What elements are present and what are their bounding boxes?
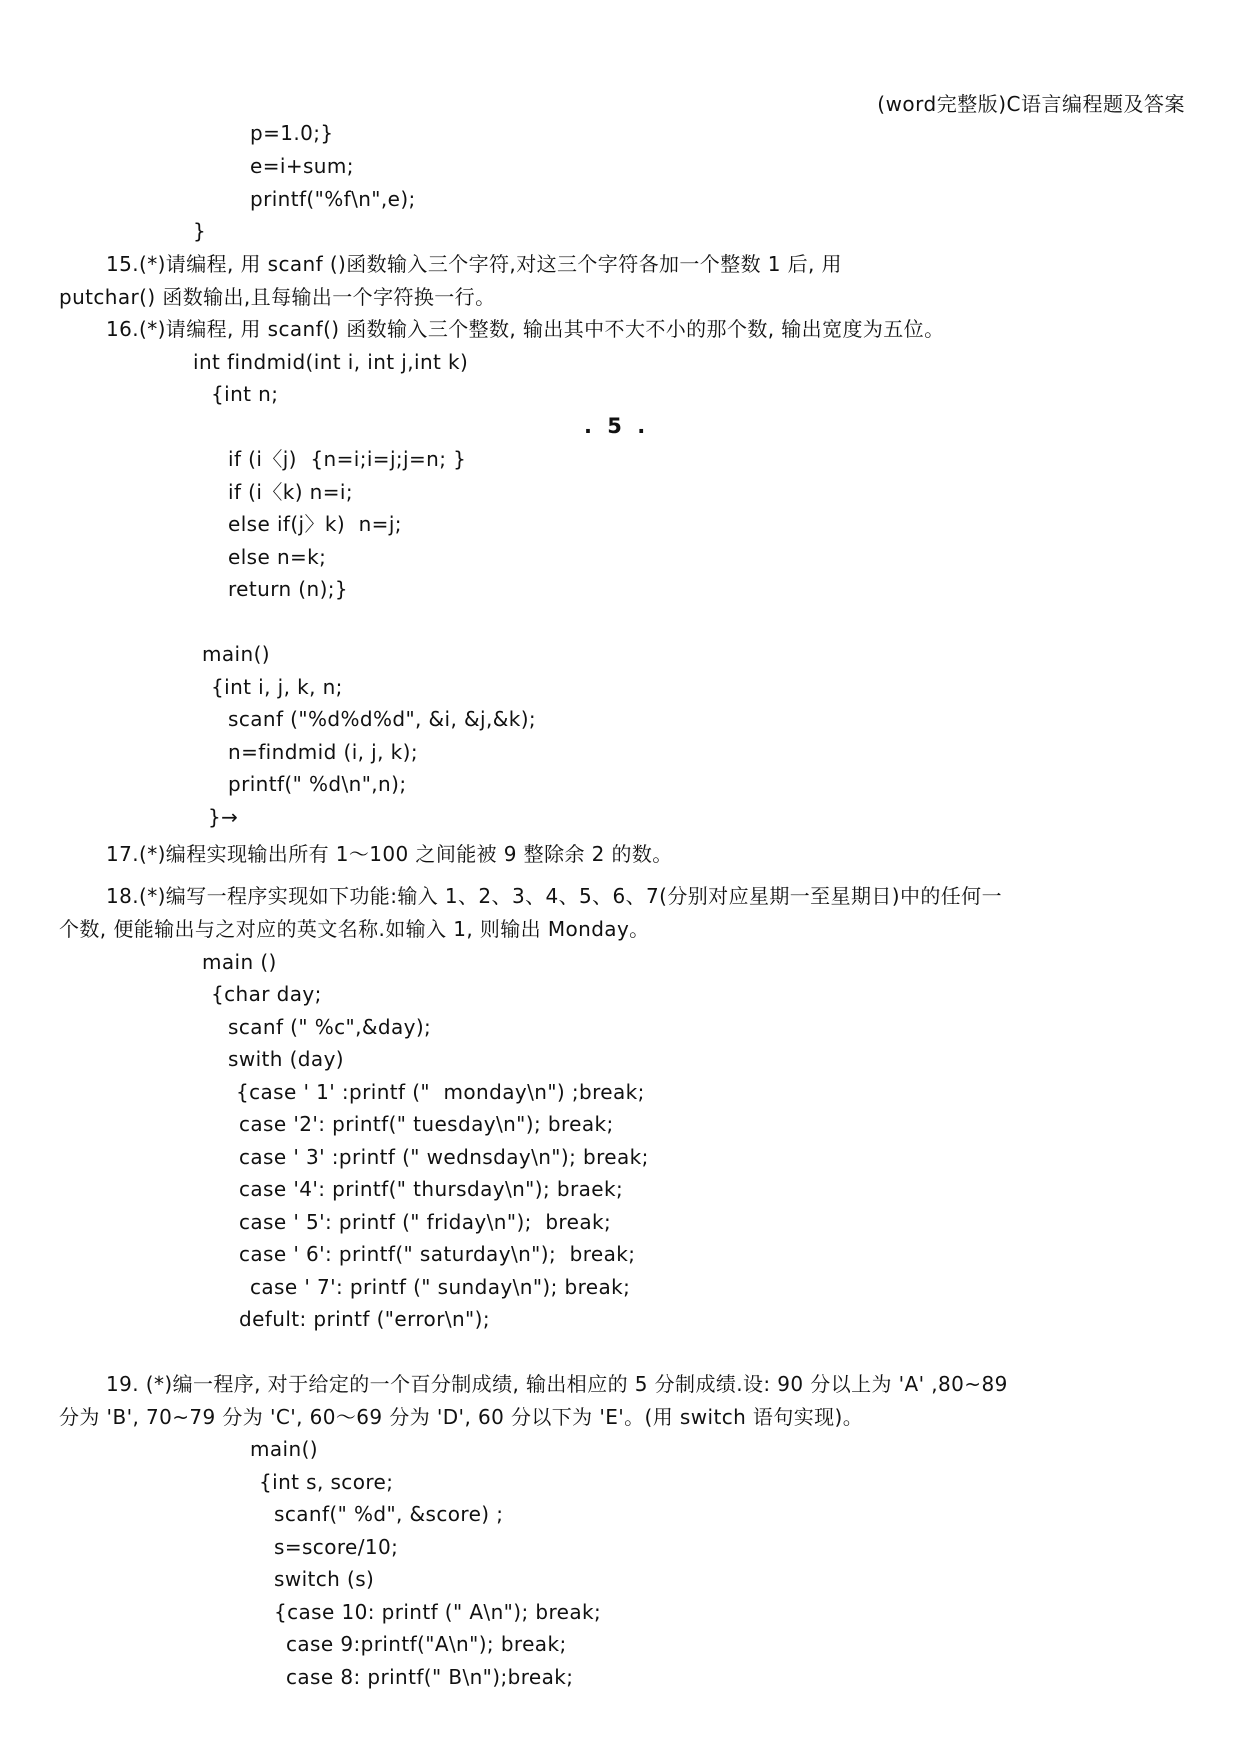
code-line: scanf (" %c",&day); [228,1015,432,1039]
code-line: int findmid(int i, int j,int k) [193,350,469,374]
code-line: case ' 6': printf(" saturday\n"); break; [239,1242,636,1266]
code-line: printf("%f\n",e); [250,187,416,211]
question-18-text-cont: 个数, 便能输出与之对应的英文名称.如输入 1, 则输出 Monday。 [59,917,650,941]
code-line: printf(" %d\n",n); [228,772,407,796]
code-line: case ' 3' :printf (" wednsday\n"); break; [239,1145,649,1169]
code-line: {int i, j, k, n; [211,675,343,699]
question-17-text: 17.(*)编程实现输出所有 1～100 之间能被 9 整除余 2 的数。 [106,842,673,866]
code-line: case 9:printf("A\n"); break; [286,1632,567,1656]
page-number: . 5 . [584,414,650,438]
code-line: n=findmid (i, j, k); [228,740,418,764]
code-line: } [193,219,207,243]
code-line: scanf ("%d%d%d", &i, &j,&k); [228,707,537,731]
document-header-title: (word完整版)C语言编程题及答案 [877,92,1185,116]
code-line: main () [202,950,277,974]
code-line: case ' 5': printf (" friday\n"); break; [239,1210,612,1234]
code-line: {case ' 1' :printf (" monday\n") ;break; [236,1080,645,1104]
code-line: else n=k; [228,545,327,569]
code-line: case '2': printf(" tuesday\n"); break; [239,1112,614,1136]
code-line: scanf(" %d", &score) ; [274,1502,504,1526]
code-line: swith (day) [228,1047,345,1071]
code-line: switch (s) [274,1567,375,1591]
question-19-text-cont: 分为 'B', 70~79 分为 'C', 60～69 分为 'D', 60 分以下为 'E'。(用 switch 语句实现)。 [59,1405,864,1429]
code-line: case ' 7': printf (" sunday\n"); break; [250,1275,631,1299]
code-line: p=1.0;} [250,121,334,145]
question-15-text-cont: putchar() 函数输出,且每输出一个字符换一行。 [59,285,496,309]
code-line: s=score/10; [274,1535,399,1559]
code-line: else if(j〉k) n=j; [228,512,402,536]
code-line: {case 10: printf (" A\n"); break; [274,1600,602,1624]
question-16-text: 16.(*)请编程, 用 scanf() 函数输入三个整数, 输出其中不大不小的那个数, 输出宽度为五位。 [106,317,945,341]
code-line: defult: printf ("error\n"); [239,1307,490,1331]
code-line: main() [202,642,270,666]
code-line: if (i〈k) n=i; [228,480,353,504]
code-line: if (i〈j) {n=i;i=j;j=n; } [228,447,467,471]
code-line: e=i+sum; [250,154,354,178]
question-19-text: 19. (*)编一程序, 对于给定的一个百分制成绩, 输出相应的 5 分制成绩.设: 90 分以上为 'A' ,80~89 [106,1372,1008,1396]
code-line: case 8: printf(" B\n");break; [286,1665,574,1689]
question-15-text: 15.(*)请编程, 用 scanf ()函数输入三个字符,对这三个字符各加一个整数 1 后, 用 [106,252,842,276]
code-line: {int s, score; [259,1470,394,1494]
code-line: {int n; [211,382,279,406]
code-line: {char day; [211,982,322,1006]
question-18-text: 18.(*)编写一程序实现如下功能:输入 1、2、3、4、5、6、7(分别对应星期一至星期日)中的任何一 [106,884,1002,908]
code-line: return (n);} [228,577,349,601]
code-line: case '4': printf(" thursday\n"); braek; [239,1177,624,1201]
code-line: }→ [208,805,239,829]
code-line: main() [250,1437,318,1461]
